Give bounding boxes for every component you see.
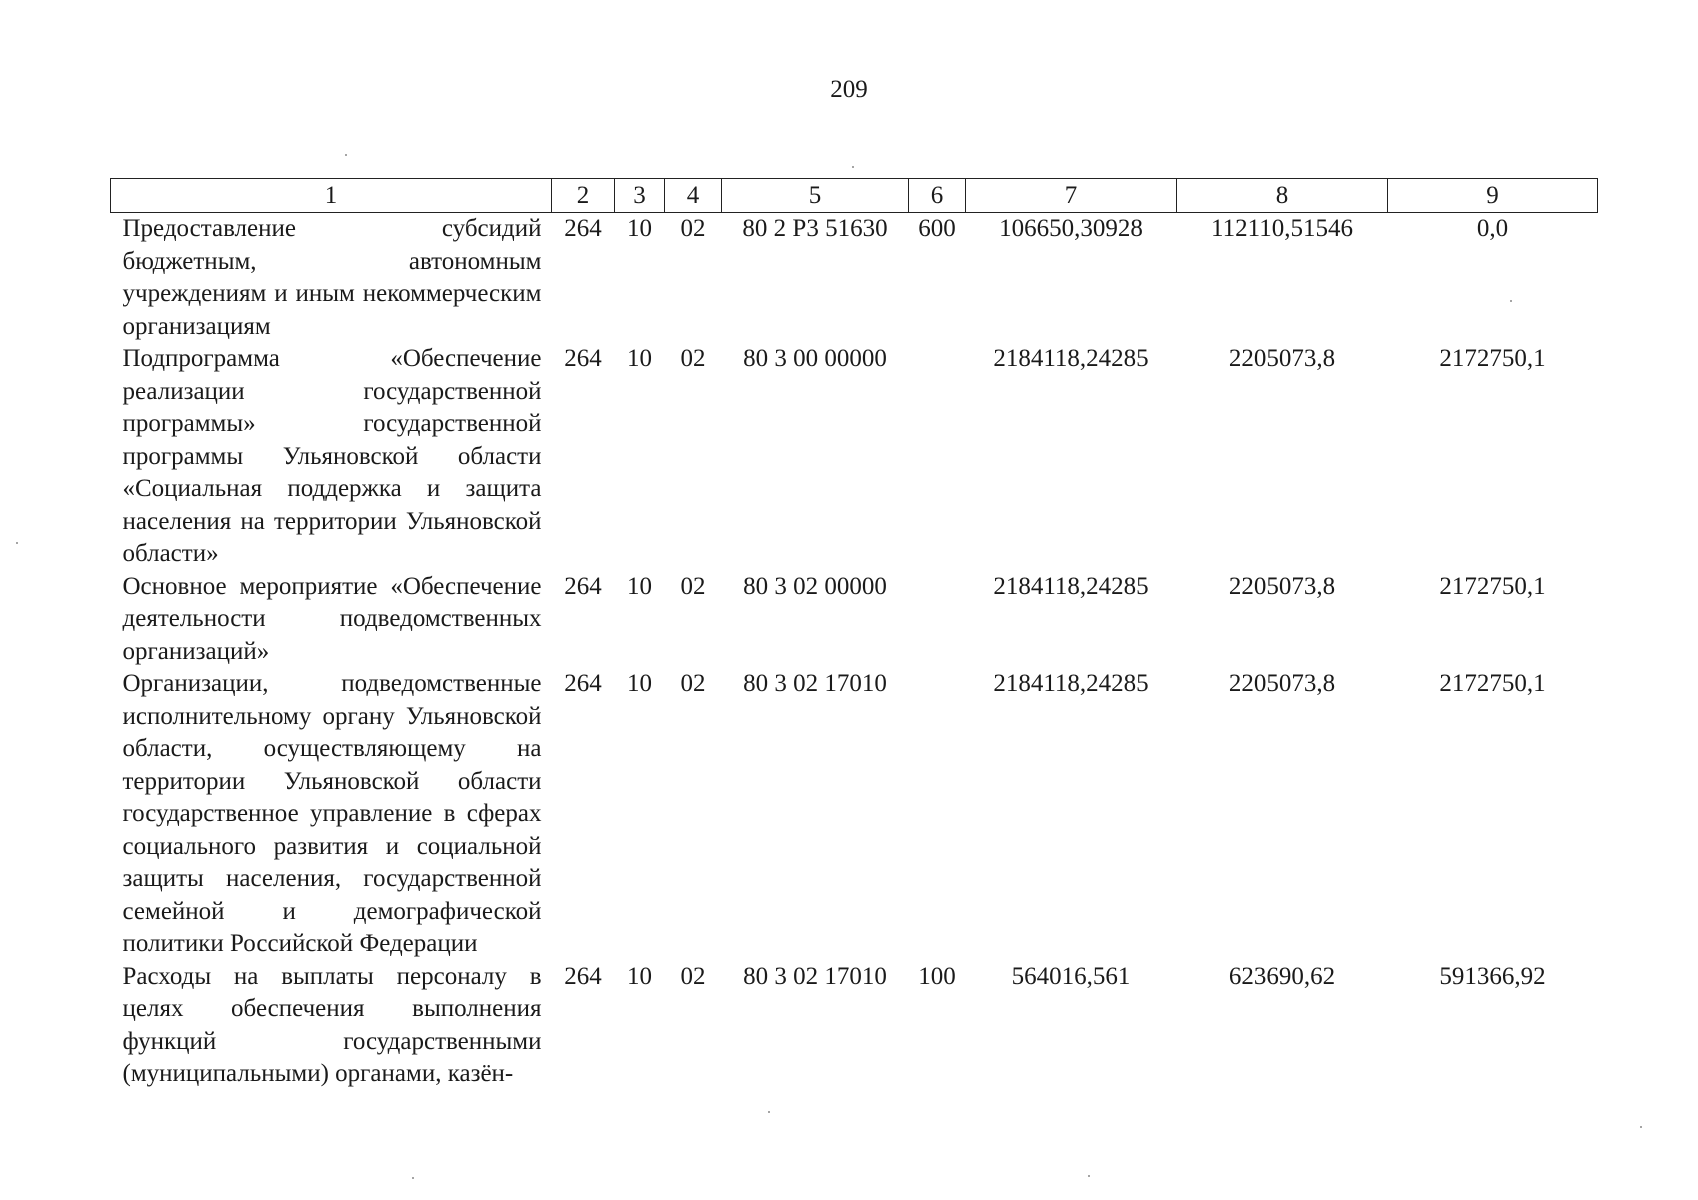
row-amount-col-9: 2172750,1: [1439, 572, 1546, 600]
row-target-article: 80 3 02 17010: [743, 670, 887, 697]
table-row: [111, 343, 1598, 571]
row-amount-col-8: 2205073,8: [1228, 572, 1336, 600]
header-col-4: 4: [665, 179, 722, 213]
row-amount-col-8: 2205073,8: [1228, 345, 1336, 372]
table-row: [111, 961, 1598, 1091]
row-description: Основное мероприятие «Обеспечение деятельности подведомственных организаций»: [122, 572, 542, 665]
header-col-9: 9: [1388, 179, 1598, 213]
row-ministry-code: 264: [564, 215, 602, 242]
row-ministry-code: 264: [564, 670, 602, 697]
row-expense-type: [909, 571, 966, 669]
header-col-5: 5: [722, 179, 909, 213]
table-row: [111, 213, 1598, 344]
row-description: Организации, подведомственные исполнительному органу Ульяновской области, осуществляющему на территории Ульяновской области государственное управление в сферах социального развития и социальной защиты населения, государственной семейной и демографической политики Российской Федерации: [122, 670, 542, 957]
row-amount-col-8: 623690,62: [1228, 962, 1336, 990]
row-expense-type: [909, 343, 966, 571]
row-amount-col-7: 2184118,24285: [993, 670, 1149, 697]
header-col-3: 3: [615, 179, 665, 213]
row-expense-type: 600: [918, 215, 956, 242]
row-section: 10: [627, 962, 652, 990]
row-subsection: 02: [680, 962, 706, 990]
row-amount-col-7: 106650,30928: [999, 215, 1143, 242]
row-section: 10: [627, 345, 652, 372]
scan-speck: [852, 166, 854, 168]
row-subsection: 02: [680, 345, 706, 372]
row-expense-type: [909, 668, 966, 961]
row-description: Предоставление субсидий бюджетным, автономным учреждениям и иным некоммерческим организациям: [122, 215, 542, 340]
row-subsection: 02: [680, 572, 706, 600]
scan-speck: [1510, 300, 1512, 302]
budget-table: [110, 178, 1598, 1091]
row-amount-col-7: 2184118,24285: [993, 572, 1149, 600]
row-expense-type: 100: [918, 962, 956, 990]
row-amount-col-7: 564016,561: [1011, 962, 1131, 990]
page-number: 209: [830, 76, 868, 103]
row-amount-col-9: 0,0: [1476, 215, 1509, 242]
table-row: [111, 668, 1598, 961]
scan-speck: [1088, 1175, 1090, 1177]
row-target-article: 80 3 02 00000: [743, 572, 887, 600]
row-section: 10: [627, 572, 652, 600]
row-amount-col-8: 112110,51546: [1211, 215, 1353, 242]
row-subsection: 02: [680, 670, 706, 697]
row-target-article: 80 3 00 00000: [743, 345, 887, 372]
header-col-1: 1: [111, 179, 552, 213]
row-amount-col-7: 2184118,24285: [993, 345, 1149, 372]
row-ministry-code: 264: [564, 345, 602, 372]
row-amount-col-9: 2172750,1: [1439, 345, 1546, 372]
row-ministry-code: 264: [564, 572, 602, 600]
scan-speck: [412, 1177, 414, 1179]
row-subsection: 02: [680, 215, 706, 242]
scan-speck: [768, 1111, 770, 1113]
scan-speck: [345, 154, 347, 156]
header-col-7: 7: [966, 179, 1177, 213]
row-description: Подпрограмма «Обеспечение реализации государственной программы» государственной программы Ульяновской области «Социальная поддержка и защита населения на территории Ульяновской области»: [122, 345, 542, 567]
row-amount-col-9: 2172750,1: [1439, 670, 1546, 697]
row-section: 10: [627, 670, 652, 697]
row-target-article: 80 2 Р3 51630: [742, 215, 888, 242]
row-description: Расходы на выплаты персоналу в целях обеспечения выполнения функций государственными (муниципальными) органами, казён-: [122, 962, 542, 1087]
table-row: [111, 571, 1598, 669]
row-target-article: 80 3 02 17010: [743, 962, 887, 990]
scan-speck: [16, 542, 18, 544]
row-amount-col-8: 2205073,8: [1228, 670, 1336, 697]
table-header-row: [111, 179, 1598, 213]
scan-speck: [1640, 1126, 1642, 1128]
header-col-2: 2: [552, 179, 615, 213]
header-col-8: 8: [1177, 179, 1388, 213]
row-ministry-code: 264: [564, 962, 602, 990]
row-section: 10: [627, 215, 652, 242]
header-col-6: 6: [909, 179, 966, 213]
row-amount-col-9: 591366,92: [1439, 962, 1546, 990]
